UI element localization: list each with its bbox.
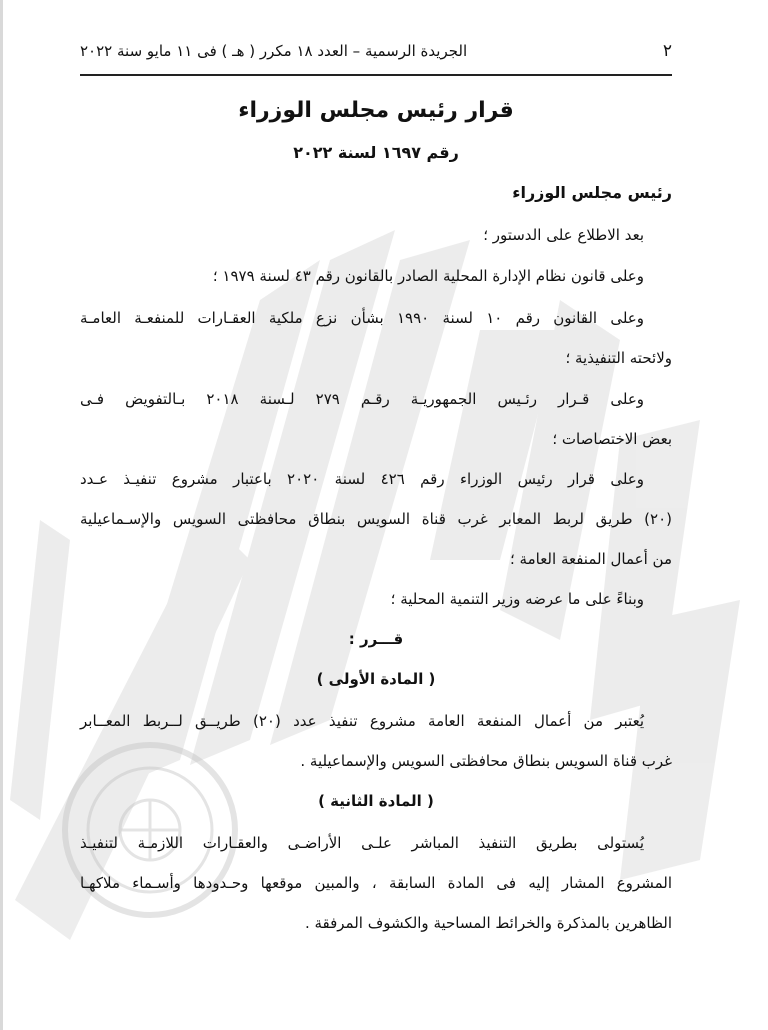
- article-1-line: يُعتبر من أعمال المنفعة العامة مشروع تنفيذ عدد (٢٠) طريــق لــربط المعــابر: [80, 712, 644, 730]
- issuer-heading: رئيس مجلس الوزراء: [512, 183, 672, 202]
- article-2-line: يُستولى بطريق التنفيذ المباشر علـى الأراضـى والعقـارات اللازمـة لتنفيـذ: [80, 834, 644, 852]
- preamble-line: بعد الاطلاع على الدستور ؛: [483, 226, 644, 244]
- decree-number: رقم ١٦٩٧ لسنة ٢٠٢٢: [293, 143, 459, 162]
- article-2-line: الظاهرين بالمذكرة والخرائط المساحية والكشوف المرفقة .: [304, 914, 672, 932]
- decree-title: قرار رئيس مجلس الوزراء: [238, 98, 514, 123]
- page-header: [80, 36, 672, 66]
- decided-label: قـــرر :: [348, 630, 404, 648]
- preamble-line: من أعمال المنفعة العامة ؛: [510, 550, 672, 568]
- preamble-line: وعلى القانون رقم ١٠ لسنة ١٩٩٠ بشأن نزع ملكية العقـارات للمنفعـة العامـة: [80, 309, 645, 327]
- page-edge: [0, 0, 3, 1030]
- page-number: ٢: [662, 41, 672, 61]
- header-divider: [80, 74, 672, 76]
- preamble-line: وعلى قرار رئيس الوزراء رقم ٤٢٦ لسنة ٢٠٢٠ باعتبار مشروع تنفيـذ عـدد: [80, 470, 644, 488]
- preamble-line: ولائحته التنفيذية ؛: [565, 349, 672, 367]
- article-2-line: المشروع المشار إليه فى المادة السابقة ، والمبين موقعها وحـدودها وأسـماء ملاكهـا: [80, 874, 672, 892]
- preamble-line: (٢٠) طريق لربط المعابر غرب قناة السويس بنطاق محافظتى السويس والإسـماعيلية: [80, 510, 672, 528]
- preamble-line: بعض الاختصاصات ؛: [552, 430, 672, 448]
- preamble-line: وعلى قـرار رئـيس الجمهوريـة رقـم ٢٧٩ لـسنة ٢٠١٨ بـالتفويض فـى: [80, 390, 645, 408]
- gazette-page: [80, 0, 672, 1030]
- article-2-heading: ( المادة الثانية ): [318, 792, 434, 810]
- preamble-line: وبناءً على ما عرضه وزير التنمية المحلية ؛: [390, 590, 644, 608]
- article-1-heading: ( المادة الأولى ): [316, 670, 436, 688]
- article-1-line: غرب قناة السويس بنطاق محافظتى السويس والإسماعيلية .: [300, 752, 672, 770]
- issue-line: الجريدة الرسمية – العدد ١٨ مكرر ( هـ ) فى ١١ مايو سنة ٢٠٢٢: [80, 42, 468, 60]
- preamble-line: وعلى قانون نظام الإدارة المحلية الصادر بالقانون رقم ٤٣ لسنة ١٩٧٩ ؛: [212, 267, 644, 285]
